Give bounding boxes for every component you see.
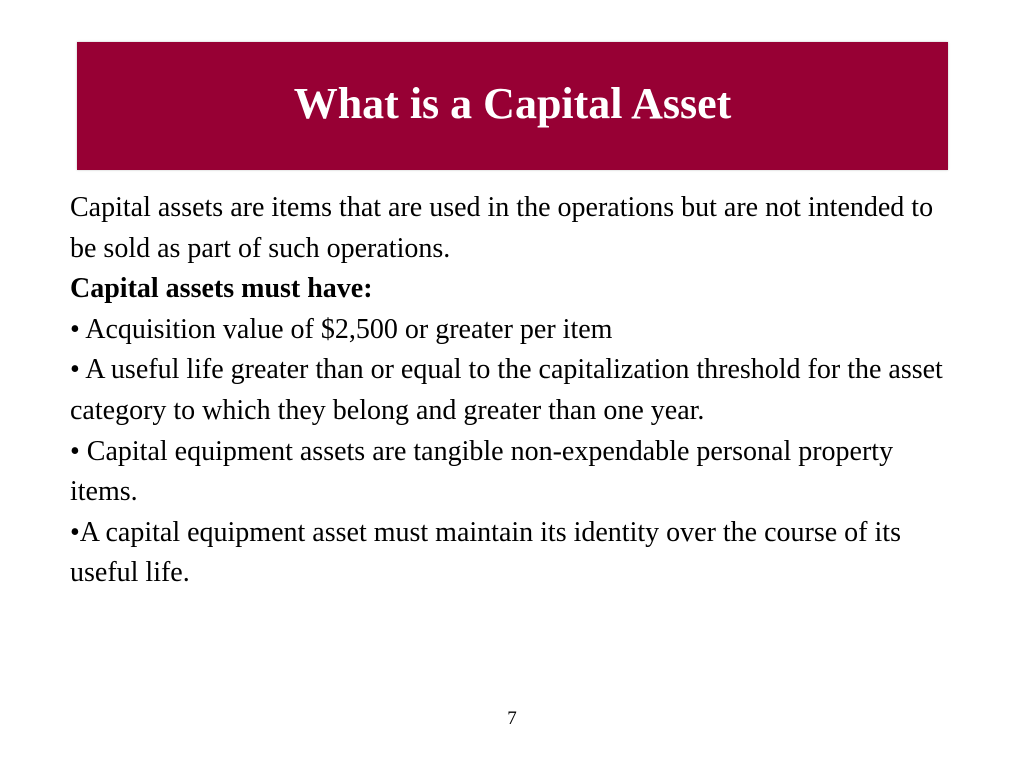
slide-body [70,188,960,594]
slide-title: What is a Capital Asset [293,79,732,128]
title-bar [77,42,948,170]
bullet-item: • Acquisition value of $2,500 or greater per item [70,313,613,345]
bullet-item: •A capital equipment asset must maintain its identity over the course of its useful life. [70,516,901,589]
bullet-item: • A useful life greater than or equal to the capitalization threshold for the asset category to which they belong and greater than one year. [70,354,943,426]
page-number: 7 [507,708,517,729]
must-have-heading: Capital assets must have: [70,273,373,305]
intro-paragraph: Capital assets are items that are used in the operations but are not intended to be sold as part of such operations. [70,192,934,264]
bullet-item: • Capital equipment assets are tangible non-expendable personal property items. [70,435,894,508]
